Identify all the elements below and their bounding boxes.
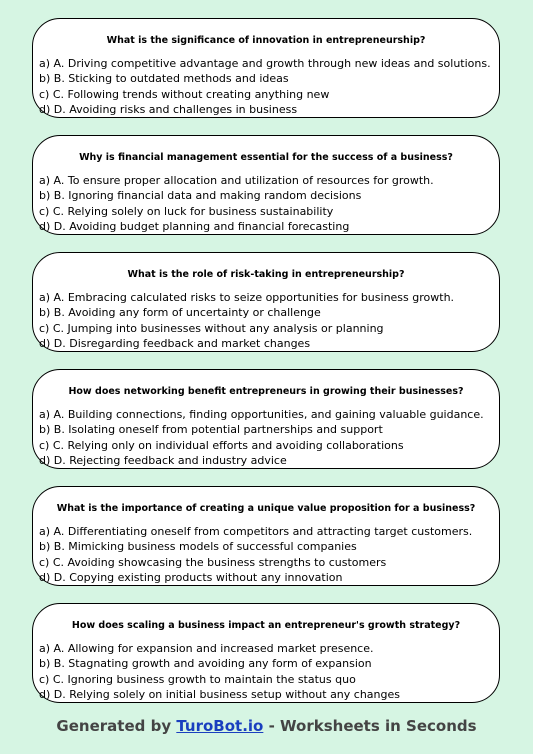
question-text: Why is financial management essential for the success of a business? [79,152,453,163]
option-a: a) A. Embracing calculated risks to seize opportunities for business growth. [39,291,455,304]
options-list [39,524,472,585]
options-list [39,641,400,702]
question-text: What is the role of risk-taking in entrepreneurship? [127,269,405,280]
option-a: a) A. To ensure proper allocation and utilization of resources for growth. [39,174,434,187]
question-text: What is the importance of creating a unique value proposition for a business? [56,503,476,514]
question-card [32,18,500,118]
question-card [32,603,500,703]
question-text: How does scaling a business impact an entrepreneur's growth strategy? [71,620,461,631]
option-c: c) C. Relying only on individual efforts and avoiding collaborations [39,438,404,452]
options-list [39,290,454,351]
option-c: c) C. Jumping into businesses without any analysis or planning [39,321,384,335]
question-card [32,369,500,469]
options-list [39,56,491,117]
option-c: c) C. Ignoring business growth to maintain the status quo [39,672,356,686]
option-d: d) D. Rejecting feedback and industry advice [39,453,287,467]
option-d: d) D. Avoiding risks and challenges in business [39,102,298,116]
question-text: How does networking benefit entrepreneurs in growing their businesses? [68,386,464,397]
option-c: c) C. Avoiding showcasing the business strengths to customers [39,555,387,569]
option-b: b) B. Sticking to outdated methods and ideas [39,72,289,86]
option-a: a) A. Building connections, finding opportunities, and gaining valuable guidance. [39,408,484,421]
footer-prefix: Generated by [56,717,177,735]
option-b: b) B. Ignoring financial data and making random decisions [39,189,362,203]
question-card [32,252,500,352]
option-a: a) A. Differentiating oneself from competitors and attracting target customers. [39,525,473,538]
question-card [32,486,500,586]
option-d: d) D. Relying solely on initial business setup without any changes [39,687,400,701]
option-b: b) B. Isolating oneself from potential partnerships and support [39,423,383,437]
option-c: c) C. Following trends without creating anything new [39,87,330,101]
options-list [39,173,434,234]
option-a: a) A. Allowing for expansion and increased market presence. [39,642,374,655]
footer [0,717,533,735]
options-list [39,407,484,468]
option-b: b) B. Mimicking business models of successful companies [39,540,357,554]
footer-suffix: - Worksheets in Seconds [263,717,477,735]
option-c: c) C. Relying solely on luck for business sustainability [39,204,334,218]
option-b: b) B. Avoiding any form of uncertainty or challenge [39,306,321,320]
option-d: d) D. Avoiding budget planning and financial forecasting [39,219,350,233]
option-a: a) A. Driving competitive advantage and growth through new ideas and solutions. [39,57,491,70]
option-d: d) D. Disregarding feedback and market changes [39,336,311,350]
question-text: What is the significance of innovation in entrepreneurship? [106,35,426,46]
turobot-link[interactable]: TuroBot.io [176,717,264,735]
option-d: d) D. Copying existing products without any innovation [39,570,343,584]
question-card [32,135,500,235]
option-b: b) B. Stagnating growth and avoiding any form of expansion [39,657,372,671]
